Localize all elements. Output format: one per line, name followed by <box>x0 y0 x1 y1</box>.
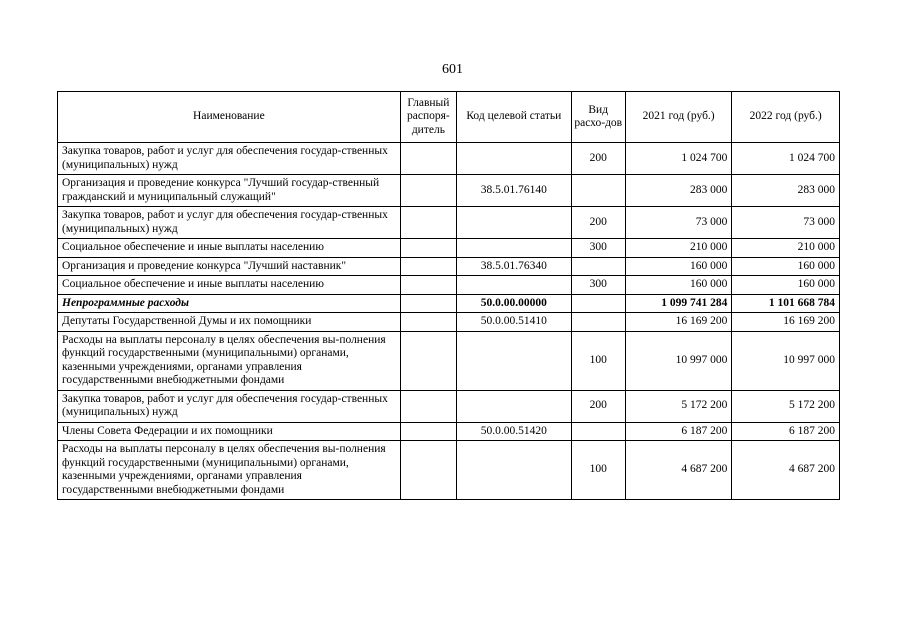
cell-name: Непрограммные расходы <box>58 294 401 313</box>
cell-year-2021: 1 099 741 284 <box>625 294 732 313</box>
cell-main-manager <box>400 257 456 276</box>
cell-expense-kind <box>571 422 625 441</box>
cell-target-code: 50.0.00.51420 <box>457 422 572 441</box>
cell-main-manager <box>400 175 456 207</box>
cell-main-manager <box>400 422 456 441</box>
cell-main-manager <box>400 331 456 390</box>
cell-target-code <box>457 331 572 390</box>
cell-main-manager <box>400 207 456 239</box>
cell-main-manager <box>400 390 456 422</box>
cell-name: Организация и проведение конкурса "Лучший государ-ственный гражданский и муниципальный служащий" <box>58 175 401 207</box>
cell-year-2021: 6 187 200 <box>625 422 732 441</box>
cell-expense-kind: 200 <box>571 143 625 175</box>
cell-expense-kind <box>571 257 625 276</box>
cell-name: Организация и проведение конкурса "Лучший наставник" <box>58 257 401 276</box>
cell-year-2022: 4 687 200 <box>732 441 840 500</box>
cell-expense-kind: 200 <box>571 207 625 239</box>
table-row <box>58 390 840 422</box>
table-body <box>58 143 840 500</box>
cell-name: Закупка товаров, работ и услуг для обеспечения государ-ственных (муниципальных) нужд <box>58 390 401 422</box>
cell-year-2021: 160 000 <box>625 276 732 295</box>
cell-year-2022: 10 997 000 <box>732 331 840 390</box>
cell-target-code: 38.5.01.76340 <box>457 257 572 276</box>
cell-year-2021: 160 000 <box>625 257 732 276</box>
cell-year-2022: 6 187 200 <box>732 422 840 441</box>
cell-year-2021: 4 687 200 <box>625 441 732 500</box>
header-expense-kind: Вид расхо-дов <box>571 92 625 143</box>
cell-target-code: 50.0.00.51410 <box>457 313 572 332</box>
cell-year-2021: 73 000 <box>625 207 732 239</box>
table-row <box>58 143 840 175</box>
cell-main-manager <box>400 313 456 332</box>
table-header-row <box>58 92 840 143</box>
budget-table <box>57 91 840 500</box>
header-main-manager: Главный распоря-дитель <box>400 92 456 143</box>
table-row <box>58 257 840 276</box>
cell-expense-kind: 300 <box>571 276 625 295</box>
cell-expense-kind <box>571 313 625 332</box>
header-target-code: Код целевой статьи <box>457 92 572 143</box>
table-row <box>58 331 840 390</box>
cell-year-2022: 5 172 200 <box>732 390 840 422</box>
cell-year-2021: 1 024 700 <box>625 143 732 175</box>
header-year-2022: 2022 год (руб.) <box>732 92 840 143</box>
cell-expense-kind <box>571 175 625 207</box>
cell-name: Закупка товаров, работ и услуг для обеспечения государ-ственных (муниципальных) нужд <box>58 143 401 175</box>
cell-name: Расходы на выплаты персоналу в целях обеспечения вы-полнения функций государственными (муниципальными) органами, казенными учреждениями, органами управления государственными внебюджетными фондами <box>58 331 401 390</box>
table-row <box>58 239 840 258</box>
cell-expense-kind <box>571 294 625 313</box>
cell-name: Расходы на выплаты персоналу в целях обеспечения вы-полнения функций государственными (муниципальными) органами, казенными учреждениями, органами управления государственными внебюджетными фондами <box>58 441 401 500</box>
cell-year-2022: 16 169 200 <box>732 313 840 332</box>
header-year-2021: 2021 год (руб.) <box>625 92 732 143</box>
table-row <box>58 422 840 441</box>
cell-target-code <box>457 207 572 239</box>
cell-target-code <box>457 390 572 422</box>
cell-year-2021: 16 169 200 <box>625 313 732 332</box>
cell-expense-kind: 100 <box>571 331 625 390</box>
page-number: 601 <box>442 62 463 77</box>
cell-target-code <box>457 276 572 295</box>
cell-year-2021: 5 172 200 <box>625 390 732 422</box>
cell-target-code <box>457 239 572 258</box>
cell-expense-kind: 200 <box>571 390 625 422</box>
cell-name: Члены Совета Федерации и их помощники <box>58 422 401 441</box>
table-row <box>58 313 840 332</box>
table-row <box>58 207 840 239</box>
cell-target-code <box>457 143 572 175</box>
cell-year-2022: 1 024 700 <box>732 143 840 175</box>
cell-target-code <box>457 441 572 500</box>
cell-name: Социальное обеспечение и иные выплаты населению <box>58 239 401 258</box>
cell-main-manager <box>400 441 456 500</box>
table-row <box>58 175 840 207</box>
cell-name: Закупка товаров, работ и услуг для обеспечения государ-ственных (муниципальных) нужд <box>58 207 401 239</box>
cell-year-2022: 160 000 <box>732 257 840 276</box>
cell-main-manager <box>400 276 456 295</box>
cell-name: Социальное обеспечение и иные выплаты населению <box>58 276 401 295</box>
header-name: Наименование <box>58 92 401 143</box>
table-row <box>58 441 840 500</box>
cell-year-2022: 73 000 <box>732 207 840 239</box>
cell-year-2022: 160 000 <box>732 276 840 295</box>
cell-year-2021: 210 000 <box>625 239 732 258</box>
cell-main-manager <box>400 143 456 175</box>
cell-year-2022: 1 101 668 784 <box>732 294 840 313</box>
cell-year-2021: 283 000 <box>625 175 732 207</box>
cell-year-2021: 10 997 000 <box>625 331 732 390</box>
cell-target-code: 38.5.01.76140 <box>457 175 572 207</box>
cell-expense-kind: 100 <box>571 441 625 500</box>
table-row <box>58 294 840 313</box>
cell-main-manager <box>400 239 456 258</box>
cell-expense-kind: 300 <box>571 239 625 258</box>
cell-year-2022: 210 000 <box>732 239 840 258</box>
cell-target-code: 50.0.00.00000 <box>457 294 572 313</box>
cell-year-2022: 283 000 <box>732 175 840 207</box>
table-row <box>58 276 840 295</box>
cell-name: Депутаты Государственной Думы и их помощники <box>58 313 401 332</box>
cell-main-manager <box>400 294 456 313</box>
